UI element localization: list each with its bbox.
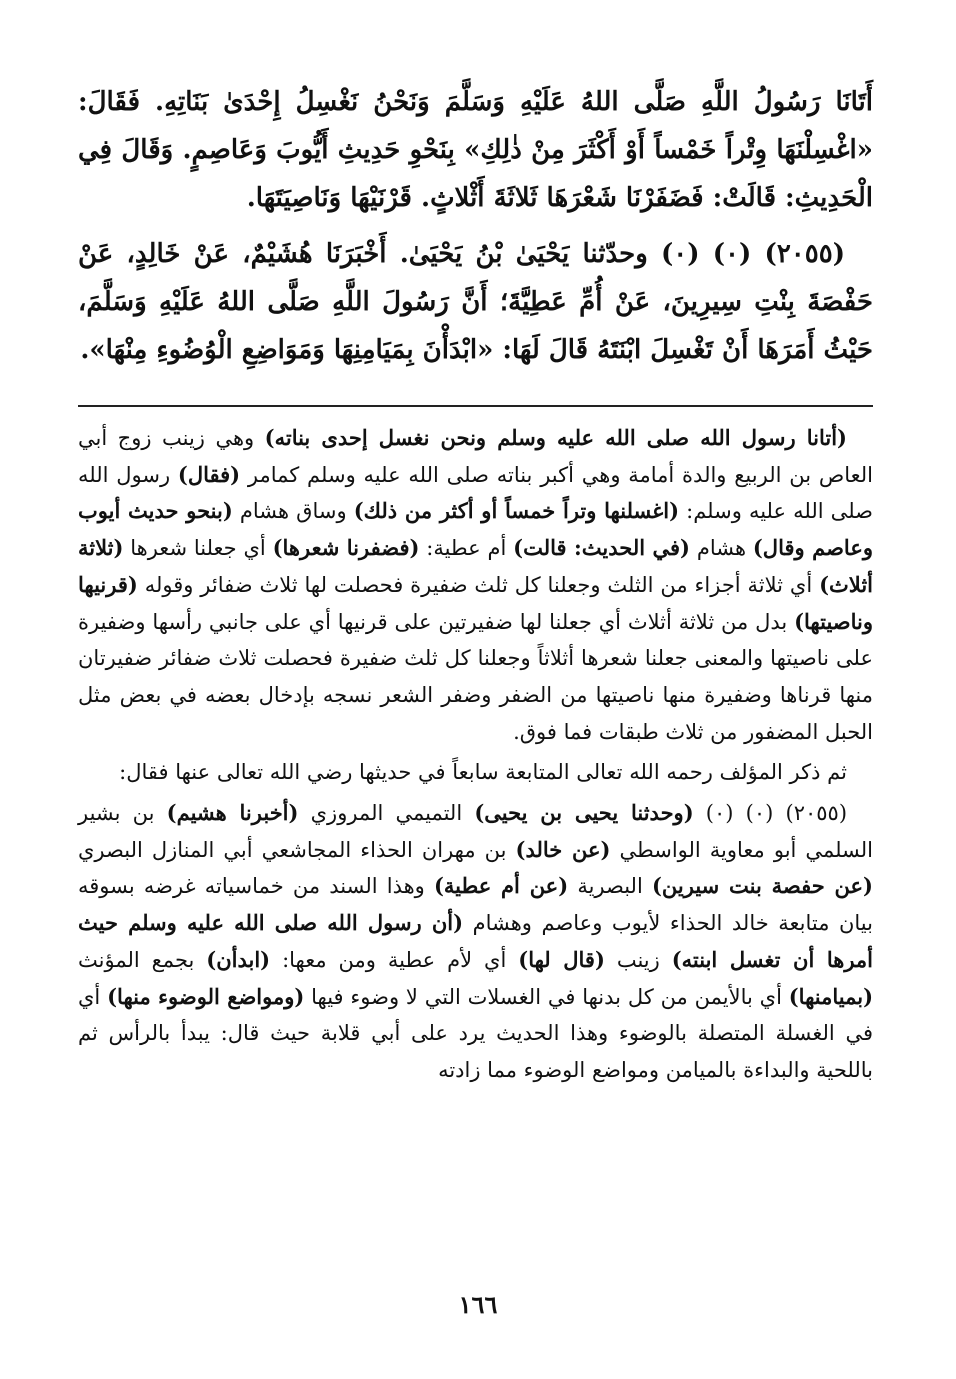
commentary-text	[78, 420, 873, 1093]
commentary-text-run: أي لأم عطية ومن معها:	[270, 947, 519, 972]
commentary-text-run: بدل من ثلاثة أثلاث أي جعلنا لها ضفيرتين على قرنيها أي على جانبي رأسها وضفيرة على ناصيتها والمعنى جعلنا شعرها أثلاثاً وجعلنا كل ثلث ضفيرة فحصلت ثلاث ضفائر ضفيرتان منها قرناها وضفيرة منها ناصيتها من الضفر وضفر الشعر نسجه بإدخال بعضه في بعض مثل الحبل المضفور من ثلاث طبقات فما فوق.	[78, 609, 873, 744]
quoted-hadith-text: (بميامنها)	[788, 983, 874, 1009]
commentary-text-run: رسول الله صلى الله عليه وسلم:	[78, 462, 873, 524]
quoted-hadith-text: (عن حفصة بنت سيرين)	[651, 873, 873, 899]
quoted-hadith-text: (قرنيها وناصيتها)	[78, 571, 873, 634]
quoted-hadith-text: (وحدثنا يحيى بن يحيى)	[474, 800, 694, 826]
commentary-text-run: أي في الغسلة المتصلة بالوضوء وهذا الحديث يرد على أبي قلابة حيث قال: يبدأ بالرأس ثم باللحية والبداءة بالميامن ومواضع الوضوء مما زادته	[78, 984, 873, 1082]
hadith-paragraph: (٢٠٥٥) (٠) (٠) وحدّثنا يَحْيَىٰ بْنُ يَحْيَىٰ. أَخْبَرَنَا هُشَيْمٌ، عَنْ خَالِدٍ، عَنْ حَفْصَةَ بِنْتِ سِيرِينَ، عَنْ أُمِّ عَطِيَّةَ؛ أَنَّ رَسُولَ اللَّهِ صَلَّى اللهُ عَلَيْهِ وَسَلَّمَ، حَيْثُ أَمَرَهَا أَنْ تَغْسِلَ ابْنَتَهُ قَالَ لَهَا: «ابْدَأْنَ بِمَيَامِنِهَا وَمَوَاضِعِ الْوُضُوءِ مِنْهَا».	[78, 239, 873, 365]
commentary-text-run: ثم ذكر المؤلف رحمه الله تعالى المتابعة سابعاً في حديثها رضي الله تعالى عنها فقال:	[119, 760, 847, 785]
commentary-text-run: وهذا السند من خماسياته غرضه بسوقه بيان متابعة خالد الحذاء لأيوب وعاصم وهشام	[78, 874, 873, 936]
commentary-text-run: البصرية	[568, 874, 652, 899]
commentary-text-run: بن بشير السلمي أبو معاوية الواسطي	[78, 801, 873, 862]
quoted-hadith-text: (عن خالد)	[515, 836, 611, 862]
quoted-hadith-text: (فضفرنا شعرها)	[272, 535, 420, 561]
commentary-text-run: وساق هشام	[232, 499, 354, 524]
commentary-text-run: أي بالأيمن من كل بدنها في الغسلات التي لا وضوء فيها	[304, 984, 789, 1009]
quoted-hadith-text: (أتانا رسول الله صلى الله عليه وسلم ونحن نغسل إحدى بناته)	[264, 425, 847, 450]
quoted-hadith-text: (فقال)	[177, 461, 241, 487]
commentary-text-run: زينب	[604, 947, 672, 972]
commentary-text-run: بجمع المؤنث	[78, 947, 207, 972]
quoted-hadith-text: (أن رسول الله صلى الله عليه وسلم حيث أمرها أن تغسل ابنته)	[78, 910, 873, 972]
quoted-hadith-text: (ثلاثة أثلاث)	[78, 535, 873, 597]
page-number: ١٦٦	[458, 1290, 498, 1319]
quoted-hadith-text: (ومواضع الوضوء منها)	[107, 983, 305, 1009]
commentary-text-run: (٢٠٥٥) (٠) (٠)	[693, 801, 848, 826]
quoted-hadith-text: (في الحديث: قالت)	[513, 535, 690, 561]
quoted-hadith-text: (عن أم عطية)	[433, 873, 569, 899]
quoted-hadith-text: (اغسلنها وتراً خمساً أو أكثر من ذلك)	[353, 498, 680, 524]
commentary-text-run: التميمي المروزي	[298, 801, 475, 826]
hadith-paragraph: أَتَانَا رَسُولُ اللَّهِ صَلَّى اللهُ عَلَيْهِ وَسَلَّمَ وَنَحْنُ نَغْسِلُ إِحْدَىٰ بَنَاتِهِ. فَقَالَ: «اغْسِلْنَهَا وِتْراً خَمْساً أَوْ أَكْثَرَ مِنْ ذٰلِكِ» بِنَحْوِ حَدِيثِ أَيُّوبَ وَعَاصِمٍ. وَقَالَ فِي الْحَدِيثِ: قَالَتْ: فَضَفَرْنَا شَعْرَهَا ثَلاثَةَ أَثْلاثٍ. قَرْنَيْهَا وَنَاصِيَتَهَا.	[78, 87, 873, 213]
separator-rule	[78, 405, 873, 407]
commentary-paragraph	[78, 795, 873, 1089]
commentary-text-run: أم عطية:	[419, 536, 514, 561]
quoted-hadith-text: (بنحو حديث أيوب وعاصم وقال)	[78, 498, 873, 561]
commentary-text-run: أي جعلنا شعرها	[123, 536, 273, 561]
commentary-text-run: بن مهران الحذاء المجاشعي أبي المنازل البصري	[78, 837, 516, 862]
commentary-paragraph	[78, 754, 873, 791]
commentary-text-run: وهي زينب زوج أبي العاص بن الربيع والدة أمامة وهي أكبر بناته صلى الله عليه وسلم كمامر	[78, 426, 873, 487]
quoted-hadith-text: (أخبرنا هشيم)	[166, 800, 299, 826]
quoted-hadith-text: (ابدأن)	[206, 946, 271, 972]
commentary-text-run: هشام	[690, 536, 753, 561]
hadith-text	[78, 78, 873, 382]
commentary-text-run: أي ثلاثة أجزاء من الثلث وجعلنا كل ثلث ضفيرة فحصلت لها ثلاث ضفائر وقوله	[137, 572, 820, 597]
quoted-hadith-text: (قال لها)	[518, 946, 605, 972]
commentary-paragraph	[78, 420, 873, 750]
